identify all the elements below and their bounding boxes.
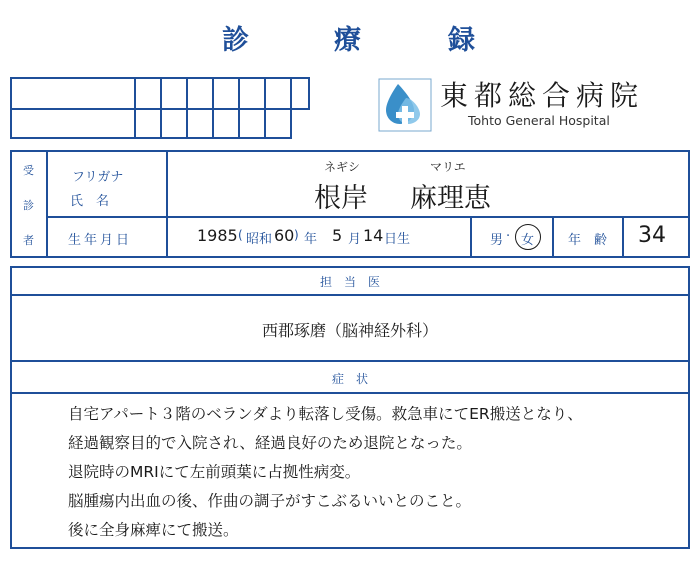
symptom-line: 退院時のMRIにて左前頭葉に占拠性病変。	[68, 463, 361, 481]
section-label-char: 者	[23, 234, 34, 247]
doctor-label: 担 当 医	[319, 275, 380, 289]
doctor-symptoms-section	[10, 266, 690, 549]
dob-label: 生年月日	[68, 233, 133, 248]
section-label-char: 診	[23, 199, 34, 212]
patient-section: 受 診 者 フリガナ 氏 名 ネギシ マリエ 根岸 麻理恵 生年月日 1985 ( 昭和 60 ) 年 5 月 14 日生 男 · 女 年 齢 34	[10, 150, 690, 258]
document-title	[0, 18, 699, 58]
grid-cell	[160, 77, 188, 110]
sex-female-option: 女	[521, 233, 535, 248]
age-label: 年 齢	[568, 233, 608, 248]
symptom-line: 後に全身麻痺にて搬送。	[68, 521, 239, 539]
doctor-name: 西郡琢磨（脳神経外科）	[261, 321, 438, 340]
dob-year: 1985	[197, 226, 238, 245]
section-label-char: 受	[23, 164, 34, 177]
patient-family-name: 根岸	[314, 183, 368, 214]
title-char-3: 録	[448, 25, 475, 56]
furigana-given: マリエ	[430, 160, 466, 174]
grid-cell	[212, 77, 240, 110]
name-label: 氏 名	[70, 194, 110, 209]
grid-cell	[134, 77, 162, 110]
hospital-name-english: Tohto General Hospital	[468, 113, 610, 128]
grid-cell	[134, 108, 162, 139]
title-char-2: 療	[334, 25, 361, 56]
grid-cell	[264, 77, 292, 110]
furigana-label: フリガナ	[72, 170, 124, 185]
grid-cell	[160, 108, 188, 139]
grid-cell	[238, 108, 266, 139]
grid-cell	[10, 77, 136, 110]
symptom-line: 脳腫瘍内出血の後、作曲の調子がすこぶるいいとのこと。	[68, 492, 472, 510]
symptoms-label: 症 状	[331, 372, 368, 386]
furigana-family: ネギシ	[324, 160, 360, 174]
dob-day: 14	[363, 226, 384, 245]
dob-era-year: 60	[274, 226, 295, 245]
title-char-1: 診	[222, 25, 249, 56]
hospital-logo	[378, 78, 438, 136]
dob-month: 5	[332, 226, 343, 245]
grid-cell	[238, 77, 266, 110]
grid-cell	[212, 108, 240, 139]
symptom-line: 自宅アパート３階のベランダより転落し受傷。救急車にてER搬送となり、	[68, 405, 583, 423]
age-value: 34	[638, 223, 666, 248]
grid-cell	[186, 77, 214, 110]
hospital-name: 東都総合病院	[440, 79, 645, 112]
grid-cell	[186, 108, 214, 139]
sex-male-option: 男	[490, 233, 504, 248]
grid-cell	[10, 108, 136, 139]
grid-cell	[290, 77, 310, 110]
dob-era: 昭和	[246, 232, 273, 247]
record-number-grid	[10, 77, 310, 139]
patient-given-name: 麻理恵	[410, 183, 491, 214]
grid-cell	[264, 108, 292, 139]
symptom-line: 経過観察目的で入院され、経過良好のため退院となった。	[68, 434, 472, 452]
